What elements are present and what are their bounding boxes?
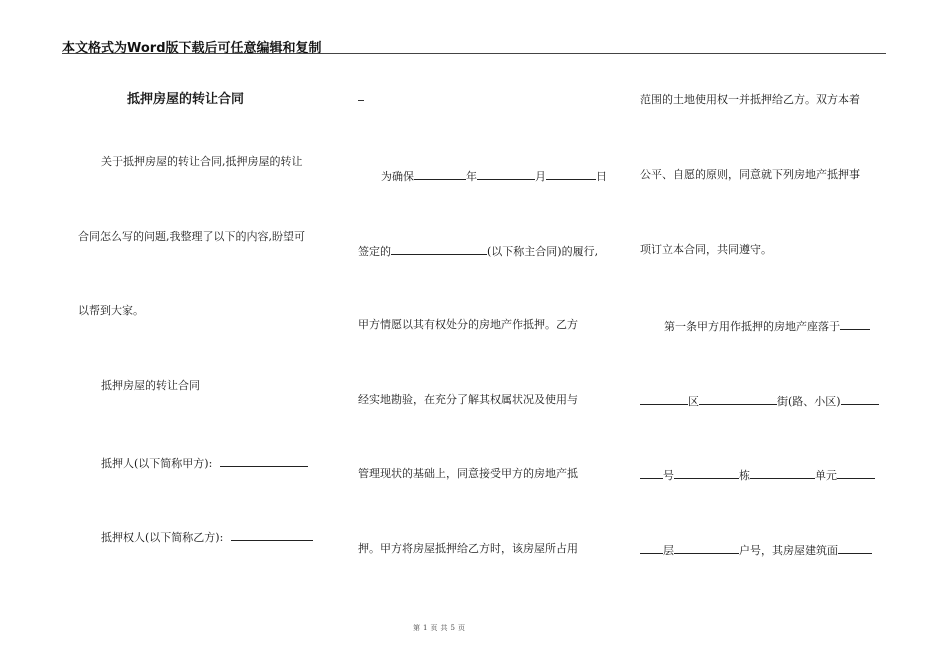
footer-text: 共 <box>440 624 448 632</box>
party-a-label: 抵押人(以下简称甲方): <box>101 457 213 470</box>
page-footer <box>413 623 468 633</box>
floor-blank <box>640 542 663 554</box>
number-blank <box>640 467 663 479</box>
text-segment: 号 <box>663 469 674 482</box>
footer-text: 页 <box>430 624 438 632</box>
text-segment: 第一条甲方用作抵押的房地产座落于 <box>664 320 840 333</box>
document-header: 本文格式为Word版下载后可任意编辑和复制 <box>62 41 322 56</box>
text-segment: 街(路、小区) <box>777 395 841 408</box>
text-segment: 签定的 <box>358 245 391 258</box>
text-segment: 区 <box>688 395 699 408</box>
month-blank <box>477 168 535 180</box>
text-segment: 栋 <box>739 469 750 482</box>
header-divider <box>62 53 886 54</box>
intro-line-1: 关于抵押房屋的转让合同,抵押房屋的转让 <box>101 155 303 168</box>
article-one-line <box>664 318 870 334</box>
party-b-line <box>101 529 313 545</box>
day-blank <box>546 168 596 180</box>
unit-tail-blank <box>837 467 875 479</box>
area-size-blank <box>838 542 872 554</box>
col2-line-3: 甲方情愿以其有权处分的房地产作抵押。乙方 <box>358 318 578 331</box>
intro-line-2: 合同怎么写的问题,我整理了以下的内容,盼望可 <box>78 230 305 243</box>
col2-line-6: 押。甲方将房屋抵押给乙方时，该房屋所占用 <box>358 542 578 555</box>
area-blank <box>841 393 879 405</box>
text-segment: 日 <box>596 170 607 183</box>
col3-line-3: 项订立本合同，共同遵守。 <box>640 243 772 256</box>
col2-line-2 <box>358 243 598 259</box>
location-blank <box>840 318 870 330</box>
party-a-line <box>101 455 308 471</box>
text-segment: 为确保 <box>381 170 414 183</box>
unit-blank <box>750 467 815 479</box>
col3-line-6 <box>640 467 875 483</box>
text-segment: 户号，其房屋建筑面 <box>739 544 838 557</box>
col2-line-1 <box>381 168 607 184</box>
main-contract-blank <box>391 243 487 255</box>
text-segment: 单元 <box>815 469 837 482</box>
room-blank <box>674 542 739 554</box>
document-title: 抵押房屋的转让合同 <box>127 92 245 107</box>
party-b-blank <box>231 529 313 541</box>
col3-line-2: 公平、自愿的原则，同意就下列房地产抵押事 <box>640 168 860 181</box>
text-segment: (以下称主合同)的履行, <box>487 245 599 258</box>
total-pages-number: 5 <box>450 624 455 632</box>
contract-subtitle: 抵押房屋的转让合同 <box>101 379 200 392</box>
col3-line-7 <box>640 542 872 558</box>
col3-line-5 <box>640 393 879 409</box>
text-segment: 月 <box>535 170 546 183</box>
building-blank <box>674 467 739 479</box>
text-segment: 年 <box>466 170 477 183</box>
district-blank <box>640 393 688 405</box>
party-a-blank <box>220 455 308 467</box>
current-page-number: 1 <box>423 624 428 632</box>
intro-line-3: 以帮到大家。 <box>78 304 144 317</box>
text-segment: 层 <box>663 544 674 557</box>
year-blank <box>414 168 466 180</box>
footer-text: 页 <box>457 624 465 632</box>
col3-line-1: 范围的土地使用权一并抵押给乙方。双方本着 <box>640 93 860 106</box>
street-blank <box>699 393 777 405</box>
col2-line-4: 经实地勘验，在充分了解其权属状况及使用与 <box>358 393 578 406</box>
col2-line-5: 管理现状的基础上，同意接受甲方的房地产抵 <box>358 467 578 480</box>
footer-text: 第 <box>413 624 420 632</box>
column-dash <box>358 100 364 101</box>
party-b-label: 抵押权人(以下简称乙方): <box>101 531 224 544</box>
